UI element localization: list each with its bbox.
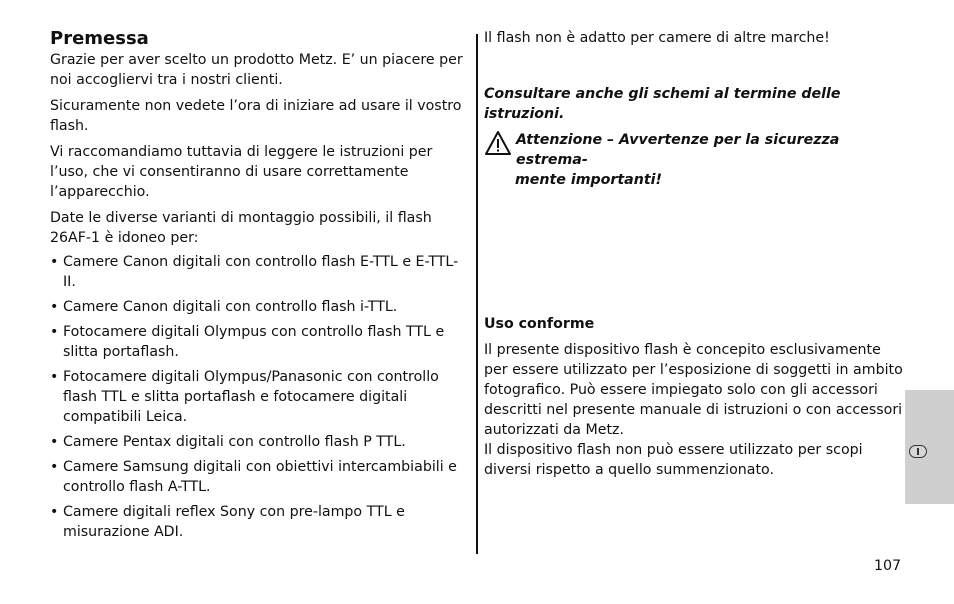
intended-use-paragraph-1: Il presente dispositivo flash è concepito esclusivamente per essere utilizzato per l’esposizione di soggetti in ambito fotografico. Può essere impiegato solo con gli accessori descritti nel presente manuale di istruzioni o con accessori autorizzati da Metz.: [484, 342, 903, 438]
list-item-text: Camere digitali reflex Sony con pre-lampo TTL e misurazione ADI.: [63, 504, 405, 540]
list-item-text: Fotocamere digitali Olympus con controllo flash TTL e slitta portaflash.: [63, 324, 445, 360]
camera-compatibility-list: [50, 252, 466, 542]
warning-text: [484, 130, 904, 190]
list-item: [50, 457, 466, 497]
bullet-icon: •: [50, 254, 59, 270]
list-item-text: Camere Canon digitali con controllo flash i-TTL.: [63, 299, 398, 315]
bullet-icon: •: [50, 324, 59, 340]
intro-paragraph-2: Sicuramente non vedete l’ora di iniziare ad usare il vostro flash.: [50, 98, 462, 134]
bullet-icon: •: [50, 459, 59, 475]
bullet-icon: •: [50, 369, 59, 385]
list-item: [50, 502, 466, 542]
intended-use-paragraph-2: Il dispositivo flash non può essere utilizzato per scopi diversi rispetto a quello summenzionato.: [484, 442, 863, 478]
list-item-text: Fotocamere digitali Olympus/Panasonic con controllo flash TTL e slitta portaflash e fotocamere digitali compatibili Leica.: [63, 369, 439, 425]
bullet-icon: •: [50, 504, 59, 520]
safety-warning: [484, 130, 904, 190]
left-column: [50, 28, 466, 547]
list-item: [50, 297, 466, 317]
section-title: Premessa: [50, 28, 149, 49]
warning-line-1: Attenzione – Avvertenze per la sicurezza estrema-: [516, 132, 840, 168]
right-column: [484, 28, 904, 122]
intro-paragraph-1: Grazie per aver scelto un prodotto Metz. E’ un piacere per noi accogliervi tra i nostri clienti.: [50, 52, 463, 88]
intended-use-heading: Uso conforme: [484, 316, 595, 332]
warning-triangle-icon: [484, 130, 512, 156]
column-divider: [476, 34, 478, 554]
list-item-text: Camere Canon digitali con controllo flash E-TTL e E-TTL-II.: [63, 254, 459, 290]
intro-paragraph-4: Date le diverse varianti di montaggio possibili, il flash 26AF-1 è idoneo per:: [50, 210, 432, 246]
list-item: [50, 432, 466, 452]
list-item: [50, 367, 466, 427]
intended-use-section: [484, 314, 904, 480]
list-item-text: Camere Samsung digitali con obiettivi intercambiabili e controllo flash A-TTL.: [63, 459, 457, 495]
italy-language-icon: [909, 445, 927, 458]
page-number: 107: [874, 558, 902, 574]
not-suitable-note: Il flash non è adatto per camere di altre marche!: [484, 30, 830, 46]
consult-note: Consultare anche gli schemi al termine delle istruzioni.: [484, 86, 841, 122]
bullet-icon: •: [50, 434, 59, 450]
list-item: [50, 252, 466, 292]
bullet-icon: •: [50, 299, 59, 315]
intro-paragraph-3: Vi raccomandiamo tuttavia di leggere le istruzioni per l’uso, che vi consentiranno di usare correttamente l’apparecchio.: [50, 144, 433, 200]
warning-line-2: mente importanti!: [515, 172, 662, 188]
list-item-text: Camere Pentax digitali con controllo flash P TTL.: [63, 434, 406, 450]
list-item: [50, 322, 466, 362]
